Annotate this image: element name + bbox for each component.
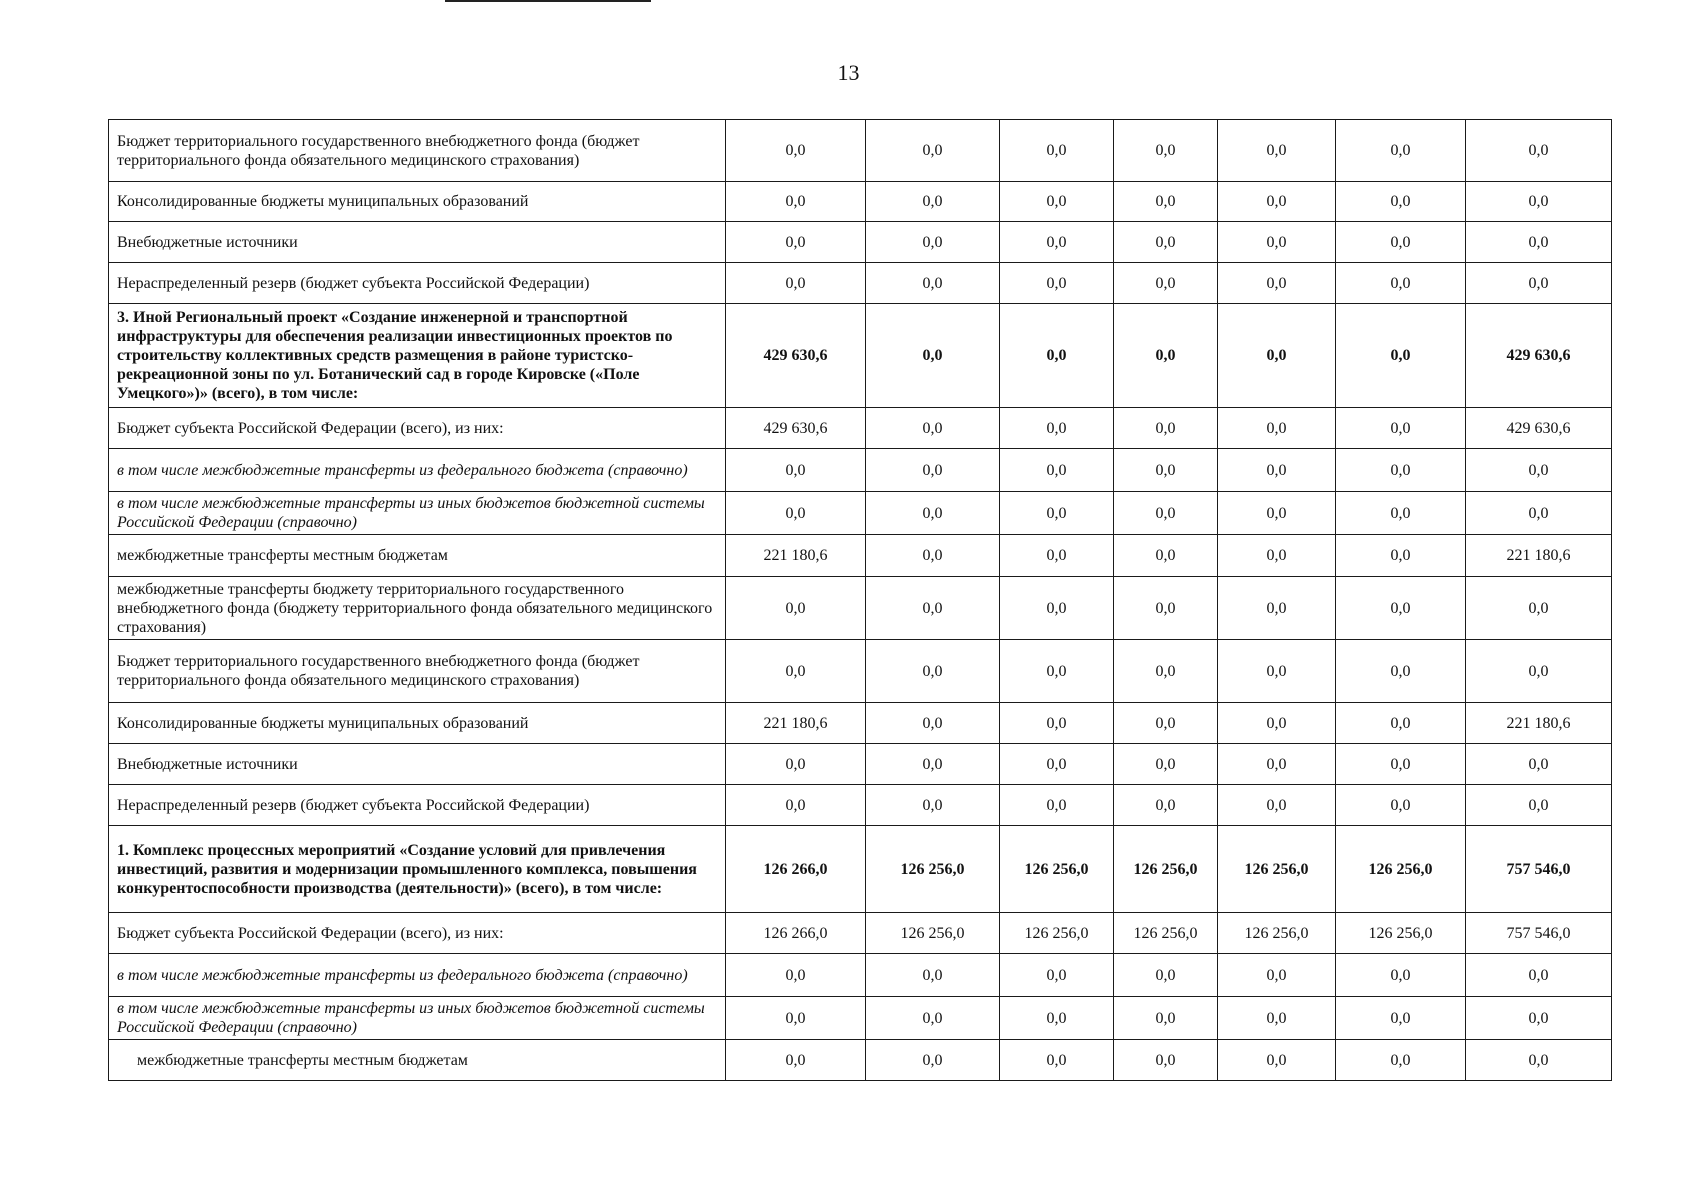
value-cell: 0,0 bbox=[1218, 304, 1336, 408]
value-cell: 0,0 bbox=[1114, 492, 1218, 535]
value-cell: 0,0 bbox=[1000, 408, 1114, 449]
table-row bbox=[109, 1040, 1612, 1081]
value-cell: 126 256,0 bbox=[1336, 826, 1466, 913]
value-cell: 0,0 bbox=[1000, 222, 1114, 263]
value-cell: 0,0 bbox=[1336, 954, 1466, 997]
row-label: в том числе межбюджетные трансферты из федерального бюджета (справочно) bbox=[109, 449, 726, 492]
value-cell: 757 546,0 bbox=[1466, 913, 1612, 954]
value-cell: 0,0 bbox=[1466, 120, 1612, 182]
value-cell: 0,0 bbox=[1000, 449, 1114, 492]
value-cell: 0,0 bbox=[1336, 744, 1466, 785]
table-row bbox=[109, 182, 1612, 222]
row-label: Бюджет территориального государственного внебюджетного фонда (бюджет территориального фонда обязательного медицинского страхования) bbox=[109, 640, 726, 703]
value-cell: 221 180,6 bbox=[726, 703, 866, 744]
value-cell: 0,0 bbox=[1336, 120, 1466, 182]
value-cell: 0,0 bbox=[1114, 535, 1218, 577]
value-cell: 0,0 bbox=[1218, 120, 1336, 182]
table-row bbox=[109, 408, 1612, 449]
value-cell: 126 256,0 bbox=[866, 913, 1000, 954]
value-cell: 0,0 bbox=[1218, 954, 1336, 997]
value-cell: 0,0 bbox=[1114, 263, 1218, 304]
row-label: 1. Комплекс процессных мероприятий «Создание условий для привлечения инвестиций, развития и модернизации промышленного комплекса, повышения конкурентоспособности производства (деятельности)» (всего), в том числе: bbox=[109, 826, 726, 913]
value-cell: 0,0 bbox=[1336, 222, 1466, 263]
value-cell: 0,0 bbox=[1000, 744, 1114, 785]
value-cell: 0,0 bbox=[1336, 703, 1466, 744]
value-cell: 0,0 bbox=[1336, 492, 1466, 535]
value-cell: 0,0 bbox=[1466, 744, 1612, 785]
value-cell: 0,0 bbox=[866, 222, 1000, 263]
row-label: Бюджет территориального государственного внебюджетного фонда (бюджет территориального фонда обязательного медицинского страхования) bbox=[109, 120, 726, 182]
value-cell: 0,0 bbox=[1466, 1040, 1612, 1081]
value-cell: 0,0 bbox=[866, 492, 1000, 535]
table-row bbox=[109, 744, 1612, 785]
value-cell: 0,0 bbox=[866, 449, 1000, 492]
value-cell: 0,0 bbox=[1336, 997, 1466, 1040]
value-cell: 0,0 bbox=[726, 997, 866, 1040]
row-label: Нераспределенный резерв (бюджет субъекта Российской Федерации) bbox=[109, 263, 726, 304]
row-label: 3. Иной Региональный проект «Создание инженерной и транспортной инфраструктуры для обеспечения реализации инвестиционных проектов по строительству коллективных средств размещения в районе туристско-рекреационной зоны по ул. Ботанический сад в городе Кировске («Поле Умецкого»)» (всего), в том числе: bbox=[109, 304, 726, 408]
value-cell: 0,0 bbox=[726, 1040, 866, 1081]
value-cell: 0,0 bbox=[1114, 1040, 1218, 1081]
value-cell: 0,0 bbox=[1218, 263, 1336, 304]
value-cell: 0,0 bbox=[1114, 408, 1218, 449]
value-cell: 0,0 bbox=[866, 408, 1000, 449]
value-cell: 0,0 bbox=[1114, 577, 1218, 640]
value-cell: 0,0 bbox=[1000, 1040, 1114, 1081]
value-cell: 0,0 bbox=[866, 120, 1000, 182]
value-cell: 0,0 bbox=[1218, 785, 1336, 826]
budget-table bbox=[108, 119, 1612, 1081]
row-label: межбюджетные трансферты местным бюджетам bbox=[109, 535, 726, 577]
value-cell: 429 630,6 bbox=[1466, 304, 1612, 408]
row-label: в том числе межбюджетные трансферты из иных бюджетов бюджетной системы Российской Федерации (справочно) bbox=[109, 997, 726, 1040]
value-cell: 0,0 bbox=[726, 744, 866, 785]
value-cell: 0,0 bbox=[1466, 577, 1612, 640]
table-row bbox=[109, 492, 1612, 535]
row-label: межбюджетные трансферты местным бюджетам bbox=[109, 1040, 726, 1081]
value-cell: 0,0 bbox=[726, 449, 866, 492]
value-cell: 0,0 bbox=[726, 263, 866, 304]
row-label: Внебюджетные источники bbox=[109, 222, 726, 263]
value-cell: 0,0 bbox=[1114, 954, 1218, 997]
value-cell: 221 180,6 bbox=[726, 535, 866, 577]
value-cell: 0,0 bbox=[1466, 449, 1612, 492]
value-cell: 0,0 bbox=[1000, 997, 1114, 1040]
value-cell: 0,0 bbox=[1114, 703, 1218, 744]
row-label: Бюджет субъекта Российской Федерации (всего), из них: bbox=[109, 408, 726, 449]
value-cell: 0,0 bbox=[1114, 785, 1218, 826]
value-cell: 0,0 bbox=[1218, 640, 1336, 703]
value-cell: 0,0 bbox=[1466, 182, 1612, 222]
value-cell: 0,0 bbox=[1218, 492, 1336, 535]
value-cell: 0,0 bbox=[1336, 263, 1466, 304]
value-cell: 0,0 bbox=[1000, 263, 1114, 304]
value-cell: 0,0 bbox=[726, 182, 866, 222]
value-cell: 126 256,0 bbox=[1000, 826, 1114, 913]
value-cell: 126 256,0 bbox=[866, 826, 1000, 913]
value-cell: 0,0 bbox=[1114, 449, 1218, 492]
table-row bbox=[109, 826, 1612, 913]
value-cell: 0,0 bbox=[866, 997, 1000, 1040]
value-cell: 0,0 bbox=[726, 120, 866, 182]
value-cell: 0,0 bbox=[1000, 954, 1114, 997]
value-cell: 0,0 bbox=[1336, 785, 1466, 826]
value-cell: 429 630,6 bbox=[726, 408, 866, 449]
value-cell: 0,0 bbox=[866, 744, 1000, 785]
value-cell: 0,0 bbox=[866, 1040, 1000, 1081]
value-cell: 0,0 bbox=[1114, 120, 1218, 182]
table-row bbox=[109, 120, 1612, 182]
value-cell: 0,0 bbox=[866, 304, 1000, 408]
value-cell: 0,0 bbox=[866, 640, 1000, 703]
row-label: Внебюджетные источники bbox=[109, 744, 726, 785]
page-number: 13 bbox=[837, 60, 860, 85]
value-cell: 0,0 bbox=[1114, 640, 1218, 703]
value-cell: 0,0 bbox=[1000, 703, 1114, 744]
row-label: Консолидированные бюджеты муниципальных образований bbox=[109, 182, 726, 222]
value-cell: 0,0 bbox=[1466, 640, 1612, 703]
value-cell: 0,0 bbox=[1336, 182, 1466, 222]
value-cell: 0,0 bbox=[1466, 954, 1612, 997]
value-cell: 429 630,6 bbox=[726, 304, 866, 408]
row-label: Бюджет субъекта Российской Федерации (всего), из них: bbox=[109, 913, 726, 954]
value-cell: 0,0 bbox=[1114, 997, 1218, 1040]
table-row bbox=[109, 577, 1612, 640]
value-cell: 0,0 bbox=[1218, 577, 1336, 640]
value-cell: 757 546,0 bbox=[1466, 826, 1612, 913]
top-rule bbox=[445, 0, 651, 2]
value-cell: 0,0 bbox=[1336, 408, 1466, 449]
value-cell: 0,0 bbox=[1336, 1040, 1466, 1081]
table-row bbox=[109, 535, 1612, 577]
value-cell: 0,0 bbox=[1000, 182, 1114, 222]
value-cell: 0,0 bbox=[866, 263, 1000, 304]
value-cell: 0,0 bbox=[726, 492, 866, 535]
value-cell: 0,0 bbox=[1114, 222, 1218, 263]
row-label: Нераспределенный резерв (бюджет субъекта Российской Федерации) bbox=[109, 785, 726, 826]
table-row bbox=[109, 222, 1612, 263]
value-cell: 126 256,0 bbox=[1218, 913, 1336, 954]
value-cell: 0,0 bbox=[1000, 535, 1114, 577]
table-row bbox=[109, 449, 1612, 492]
value-cell: 0,0 bbox=[866, 703, 1000, 744]
table-row bbox=[109, 997, 1612, 1040]
table-row bbox=[109, 954, 1612, 997]
value-cell: 0,0 bbox=[1218, 222, 1336, 263]
value-cell: 0,0 bbox=[1114, 182, 1218, 222]
value-cell: 126 256,0 bbox=[1114, 913, 1218, 954]
value-cell: 126 266,0 bbox=[726, 826, 866, 913]
value-cell: 0,0 bbox=[1000, 304, 1114, 408]
value-cell: 0,0 bbox=[866, 954, 1000, 997]
value-cell: 0,0 bbox=[1218, 182, 1336, 222]
value-cell: 0,0 bbox=[726, 222, 866, 263]
table-row bbox=[109, 263, 1612, 304]
value-cell: 0,0 bbox=[866, 577, 1000, 640]
table-row bbox=[109, 785, 1612, 826]
row-label: в том числе межбюджетные трансферты из иных бюджетов бюджетной системы Российской Федерации (справочно) bbox=[109, 492, 726, 535]
value-cell: 221 180,6 bbox=[1466, 535, 1612, 577]
value-cell: 429 630,6 bbox=[1466, 408, 1612, 449]
value-cell: 0,0 bbox=[1114, 304, 1218, 408]
value-cell: 0,0 bbox=[866, 785, 1000, 826]
value-cell: 0,0 bbox=[866, 182, 1000, 222]
value-cell: 0,0 bbox=[1000, 120, 1114, 182]
value-cell: 0,0 bbox=[1114, 744, 1218, 785]
value-cell: 0,0 bbox=[1336, 304, 1466, 408]
value-cell: 0,0 bbox=[1218, 1040, 1336, 1081]
value-cell: 0,0 bbox=[726, 954, 866, 997]
value-cell: 126 256,0 bbox=[1114, 826, 1218, 913]
value-cell: 126 256,0 bbox=[1336, 913, 1466, 954]
value-cell: 0,0 bbox=[1218, 535, 1336, 577]
value-cell: 126 266,0 bbox=[726, 913, 866, 954]
value-cell: 126 256,0 bbox=[1218, 826, 1336, 913]
value-cell: 0,0 bbox=[1336, 640, 1466, 703]
value-cell: 0,0 bbox=[1218, 703, 1336, 744]
value-cell: 0,0 bbox=[1000, 577, 1114, 640]
value-cell: 0,0 bbox=[726, 577, 866, 640]
value-cell: 126 256,0 bbox=[1000, 913, 1114, 954]
value-cell: 0,0 bbox=[1336, 577, 1466, 640]
value-cell: 221 180,6 bbox=[1466, 703, 1612, 744]
value-cell: 0,0 bbox=[1466, 785, 1612, 826]
value-cell: 0,0 bbox=[1466, 997, 1612, 1040]
value-cell: 0,0 bbox=[1218, 449, 1336, 492]
table-row bbox=[109, 703, 1612, 744]
table-row bbox=[109, 640, 1612, 703]
table-row bbox=[109, 913, 1612, 954]
value-cell: 0,0 bbox=[726, 640, 866, 703]
value-cell: 0,0 bbox=[1336, 449, 1466, 492]
value-cell: 0,0 bbox=[726, 785, 866, 826]
row-label: межбюджетные трансферты бюджету территориального государственного внебюджетного фонда (бюджету территориального фонда обязательного медицинского страхования) bbox=[109, 577, 726, 640]
value-cell: 0,0 bbox=[1218, 408, 1336, 449]
value-cell: 0,0 bbox=[1466, 222, 1612, 263]
value-cell: 0,0 bbox=[1336, 535, 1466, 577]
value-cell: 0,0 bbox=[1466, 263, 1612, 304]
table-row bbox=[109, 304, 1612, 408]
value-cell: 0,0 bbox=[866, 535, 1000, 577]
value-cell: 0,0 bbox=[1218, 997, 1336, 1040]
value-cell: 0,0 bbox=[1466, 492, 1612, 535]
row-label: в том числе межбюджетные трансферты из федерального бюджета (справочно) bbox=[109, 954, 726, 997]
value-cell: 0,0 bbox=[1000, 640, 1114, 703]
row-label: Консолидированные бюджеты муниципальных образований bbox=[109, 703, 726, 744]
value-cell: 0,0 bbox=[1000, 785, 1114, 826]
value-cell: 0,0 bbox=[1218, 744, 1336, 785]
value-cell: 0,0 bbox=[1000, 492, 1114, 535]
